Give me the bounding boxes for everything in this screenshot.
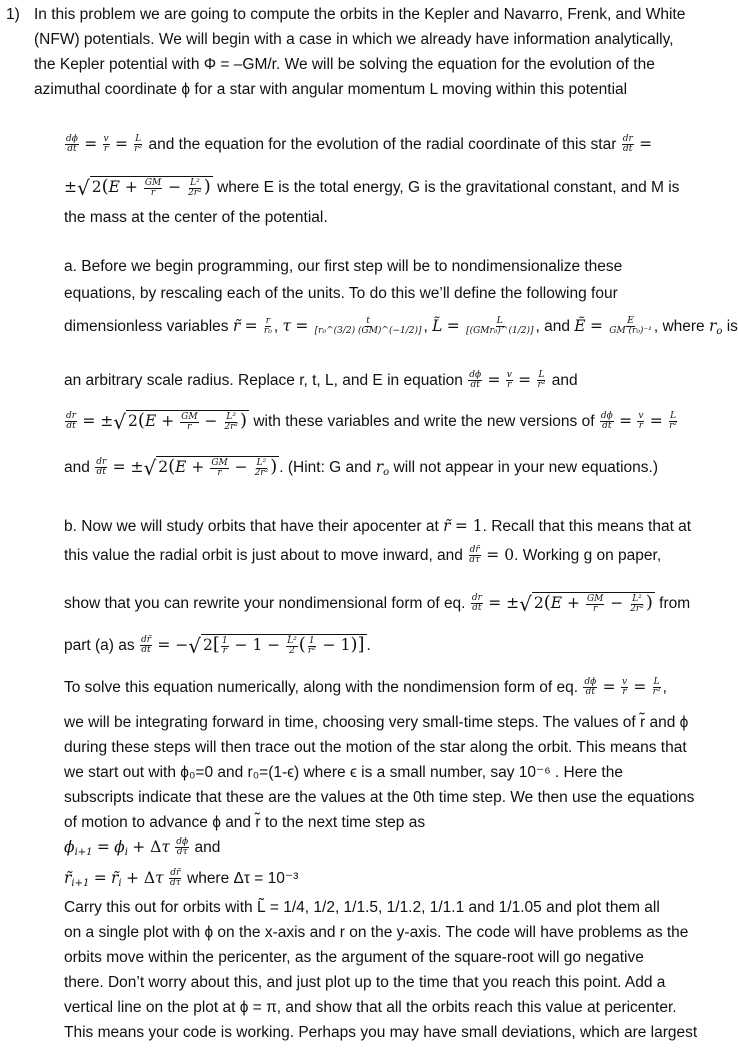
closing-line-3: orbits move within the pericenter, as the argument of the square-root will go negative (64, 949, 644, 966)
closing-line-1: Carry this out for orbits with L̃ = 1/4, 1/2, 1/1.5, 1/1.2, 1/1.1 and 1/1.05 and plot them all (64, 899, 660, 916)
intro-line-3: the Kepler potential with Φ = –GM/r. We will be solving the equation for the evolution of the (34, 56, 655, 73)
part-b-line-5: To solve this equation numerically, along with the nondimension form of eq. $\frac{d\phi}{dt}$ = $\frac{v}{r}$ = $\frac{L}{\text{r²}}$ , (64, 677, 667, 698)
problem-number: 1) (6, 6, 20, 23)
closing-line-4: there. Don’t worry about this, and just plot up to the time that you reach this point. Add a (64, 974, 666, 991)
eq-line3-text: the mass at the center of the potential. (64, 209, 328, 226)
sqrt-expression: 2(E + $\frac{GM}{r}$ − $\frac{\text{L²}}{\text{2r²}}$ ) (91, 176, 211, 198)
part-a-line-4: an arbitrary scale radius. Replace r, t, L, and E in equation $\frac{d\phi}{dt}$ = $\frac{v}{r}$ = $\frac{L}{\text{r²}}$ and (64, 370, 578, 391)
part-b-line-3: show that you can rewrite your nondimensional form of eq. $\frac{dr}{dt}$ = ±√ 2(E + $\frac{GM}{r}$ − $\frac{\text{L²}}{\text{2r²}}$ ) from (64, 591, 691, 616)
part-b-line-4: part (a) as $\frac{dr̃}{dt}$ = −√ 2[ $\frac{1}{r̃}$ − 1 − $\frac{\text{L̃²}}{2}$ ( $\frac{1}{\text{r̃²}}$ − 1)] . (64, 633, 371, 658)
intro-line-1: In this problem we are going to compute the orbits in the Kepler and Navarro, Frenk, and White (34, 6, 686, 23)
dr-dt-fraction: $\frac{dr}{dt}$ (622, 134, 633, 155)
dphi-dt-fraction: $\frac{d\phi}{dt}$ (66, 134, 78, 155)
phi-step-equation: $\phi_{i+1} = \phi_i + \Delta\tau$ $\frac{d\phi}{d\tau}$ and (64, 837, 221, 858)
part-b-para-4: subscripts indicate that these are the values at the 0th time step. We then use the equations (64, 789, 695, 806)
part-a-line-1: a. Before we begin programming, our first step will be to nondimensionalize these (64, 258, 623, 275)
l-over-r2-fraction: $\frac{L}{\text{r²}}$ (134, 134, 143, 155)
part-a-line-6: and $\frac{dr}{dt}$ = ±√ 2(E + $\frac{GM}{r}$ − $\frac{\text{L²}}{\text{2r²}}$ ) . (Hint: G and $r_o$ will not appear in your new equations.) (64, 455, 659, 480)
closing-line-6: This means your code is working. Perhaps you may have small deviations, which are largest (64, 1024, 698, 1041)
equation-dphi-line: $\frac{d\phi}{dt}$ = $\frac{v}{r}$ = $\frac{L}{\text{r²}}$ and the equation for the evolution of the radial coordinate of this star $\frac{dr}{dt}$ = (66, 134, 653, 155)
closing-line-2: on a single plot with ϕ on the x-axis and r on the y-axis. The code will have problems as the (64, 924, 689, 941)
part-b-line-1: b. Now we will study orbits that have their apocenter at r̃ = 1. Recall that this means that at (64, 517, 692, 535)
part-b-para-5: of motion to advance ϕ and r̃ to the next time step as (64, 814, 426, 831)
part-b-para-2: during these steps will then trace out the motion of the star along the orbit. This means that (64, 739, 687, 756)
eq-line2-text: where E is the total energy, G is the gravitational constant, and M is (217, 179, 680, 196)
v-over-r-fraction: $\frac{v}{r}$ (103, 134, 109, 155)
intro-line-4: azimuthal coordinate ϕ for a star with angular momentum L moving within this potential (34, 81, 628, 98)
part-a-variables-line: dimensionless variables r̃ = $\frac{r}{\text{r₀}}$ , τ = $\frac{t}{\text{[r₀\textasciicircum{}(3/2) (GM)\textasciicircum{}(−1/2)]}}$ , L̃ = $\frac{L}{\text{[(GMr₀)\textasciicircum{}(1/2)]}}$ , and Ẽ = $\frac{E}{\text{GM (r₀)⁻¹}}$ , where $r_o$ is (64, 316, 738, 337)
part-b-para-1: we will be integrating forward in time, choosing very small-time steps. The values of r̃ and ϕ (64, 714, 689, 731)
part-a-line-2: equations, by rescaling each of the units. To do this we’ll define the following four (64, 285, 618, 302)
eq-line1-text: and the equation for the evolution of the radial coordinate of this star (148, 136, 617, 153)
part-a-line-5: $\frac{dr}{dt}$ = ±√ 2(E + $\frac{GM}{r}$ − $\frac{\text{L²}}{\text{2r²}}$ ) with these variables and write the new versions of $\frac{d\phi}{dt}$ = $\frac{v}{r}$ = $\frac{L}{\text{r²}}$ (66, 409, 678, 434)
intro-line-2: (NFW) potentials. We will begin with a case in which we already have information analytically, (34, 31, 674, 48)
r-step-equation: $r̃_{i+1}$ = $r̃_i + \Delta\tau$ $\frac{dr̃}{d\tau}$ where Δτ = 10⁻³ (64, 868, 299, 889)
part-b-line-2: this value the radial orbit is just about to move inward, and $\frac{dr̃}{d\tau}$ = 0. Working g on paper, (64, 545, 662, 566)
closing-line-5: vertical line on the plot at ϕ = π, and show that all the orbits reach this value at pericenter. (64, 999, 677, 1016)
equation-dr-line: ±√ 2(E + $\frac{GM}{r}$ − $\frac{\text{L²}}{\text{2r²}}$ ) where E is the total energy, G is the gravitational constant, and M is (64, 175, 680, 200)
part-b-para-3: we start out with ϕ₀=0 and r₀=(1-ϵ) where ϵ is a small number, say 10⁻⁶ . Here the (64, 764, 623, 781)
